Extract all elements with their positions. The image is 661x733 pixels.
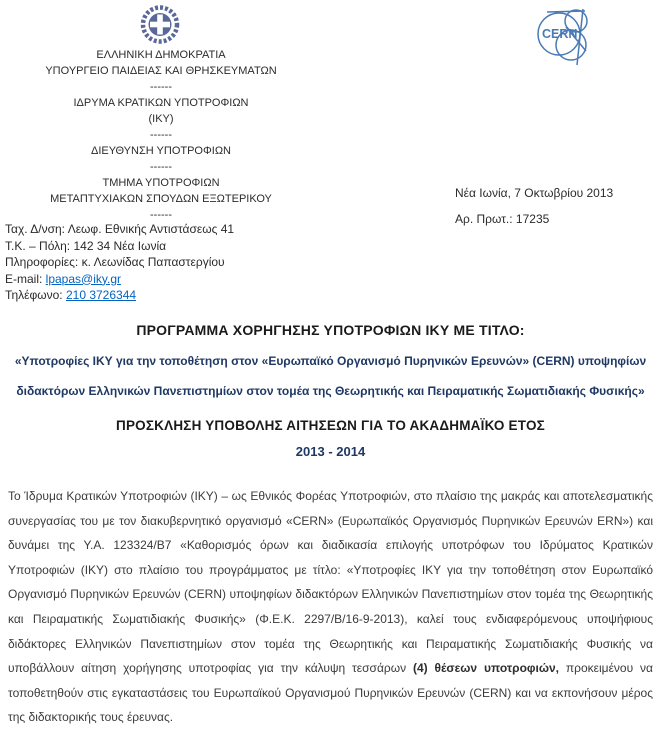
contact-city: Τ.Κ. – Πόλη: 142 34 Νέα Ιωνία — [5, 238, 167, 253]
call-title: ΠΡΟΣΚΛΗΣΗ ΥΠΟΒΟΛΗΣ ΑΙΤΗΣΕΩΝ ΓΙΑ ΤΟ ΑΚΑΔΗΜΑΪΚΟ ΕΤΟΣ — [116, 418, 545, 433]
letterhead-line: ΔΙΕΥΘΥΝΣΗ ΥΠΟΤΡΟΦΙΩΝ — [91, 145, 231, 157]
email-link[interactable]: lpapas@iky.gr — [45, 271, 121, 286]
greek-coat-of-arms-icon — [136, 2, 184, 48]
contact-info-person: Πληροφορίες: κ. Λεωνίδας Παπαστεργίου — [5, 255, 225, 269]
body-text-segment: Το Ίδρυμα Κρατικών Υποτροφιών (ΙΚΥ) – ως Εθνικός Φορέας Υποτροφιών, στο πλαίσιο της μακράς και αποτελεσματικής συνεργασίας του με τον διακυβερνητικό οργανισμό «CERN» (Ευρωπαϊκός Οργανισμός Πυρηνικών Ερευνών ERN») και δυνάμει της Υ.Α. 123324/Β7 «Καθορισμός όρων και διαδικασία επιλογής υποτρόφων του Ιδρύματος Κρατικών Υποτροφιών (ΙΚΥ) στο πλαίσιο του προγράμματος με τίτλο: «Υποτροφίες ΙΚΥ για την τοποθέτηση στον Ευρωπαϊκό Οργανισμό Πυρηνικών Ερευνών (CERN) υποψηφίων διδακτόρων Ελληνικών Πανεπιστημίων στον τομέα της Θεωρητικής και Πειραματικής Σωματιδιακής Φυσικής» (Φ.Ε.Κ. 2297/Β/16-9-2013), καλεί τους ενδιαφερόμενους υποψήφιους διδάκτορες Ελληνικών Πανεπιστημίων στον τομέα της Θεωρητικής και Πειραματικής Σωματιδιακής Φυσικής να υποβάλλουν αίτηση χορήγησης υποτροφίας για την κάλυψη τεσσάρων — [8, 489, 653, 676]
email-label: E-mail: — [5, 271, 46, 286]
cern-logo-text: CERN — [542, 27, 578, 41]
call-block — [0, 418, 661, 459]
separator-dashes: ------ — [150, 129, 172, 141]
program-subtitle — [0, 346, 661, 406]
program-subtitle-line: «Υποτροφίες ΙΚΥ για την τοποθέτηση στον «Ευρωπαϊκό Οργανισμό Πυρηνικών Ερευνών» (CERN) υποψηφίων — [14, 354, 647, 368]
program-subtitle-line: διδακτόρων Ελληνικών Πανεπιστημίων στον τομέα της Θεωρητικής και Πειραματικής Σωματιδιακής Φυσικής» — [16, 384, 645, 398]
letterhead-line: ΜΕΤΑΠΤΥΧΙΑΚΩΝ ΣΠΟΥΔΩΝ ΕΞΩΤΕΡΙΚΟΥ — [50, 193, 272, 205]
separator-dashes: ------ — [150, 209, 172, 221]
cern-logo — [533, 7, 595, 69]
contact-phone-line — [5, 287, 234, 304]
body-paragraph — [8, 484, 653, 730]
program-title: ΠΡΟΓΡΑΜΜΑ ΧΟΡΗΓΗΣΗΣ ΥΠΟΤΡΟΦΙΩΝ ΙΚΥ ΜΕ ΤΙΤΛΟ: — [136, 322, 525, 338]
protocol-number: Αρ. Πρωτ.: 17235 — [455, 212, 550, 226]
letterhead-line: (ΙΚΥ) — [148, 113, 174, 125]
contact-block — [5, 221, 234, 304]
letterhead-line: ΙΔΡΥΜΑ ΚΡΑΤΙΚΩΝ ΥΠΟΤΡΟΦΙΩΝ — [73, 97, 249, 109]
separator-dashes: ------ — [150, 81, 172, 93]
letterhead-line: ΥΠΟΥΡΓΕΙΟ ΠΑΙΔΕΙΑΣ ΚΑΙ ΘΡΗΣΚΕΥΜΑΤΩΝ — [45, 65, 277, 77]
positions-count-bold: (4) θέσεων υποτροφιών, — [412, 661, 559, 676]
contact-address: Ταχ. Δ/νση: Λεωφ. Εθνικής Αντιστάσεως 41 — [5, 222, 235, 236]
phone-label: Τηλέφωνο: — [5, 288, 66, 302]
academic-year: 2013 - 2014 — [295, 444, 366, 459]
contact-email-line — [5, 271, 234, 288]
title-block — [0, 322, 661, 406]
place-date: Νέα Ιωνία, 7 Οκτωβρίου 2013 — [455, 186, 614, 200]
separator-dashes: ------ — [150, 161, 172, 173]
letterhead — [0, 47, 322, 223]
meta-block — [455, 186, 613, 226]
phone-link[interactable]: 210 3726344 — [65, 288, 137, 302]
body-text-segment: προκειμένου να τοποθετηθούν στις εγκαταστάσεις του Ευρωπαϊκού Οργανισμού Πυρηνικών Ερευνών (CERN) και να εκπονήσουν μέρος της διδακτορικής τους έρευνας. — [8, 661, 653, 725]
letterhead-line: ΤΜΗΜΑ ΥΠΟΤΡΟΦΙΩΝ — [102, 177, 220, 189]
letterhead-line: ΕΛΛΗΝΙΚΗ ΔΗΜΟΚΡΑΤΙΑ — [96, 49, 226, 61]
